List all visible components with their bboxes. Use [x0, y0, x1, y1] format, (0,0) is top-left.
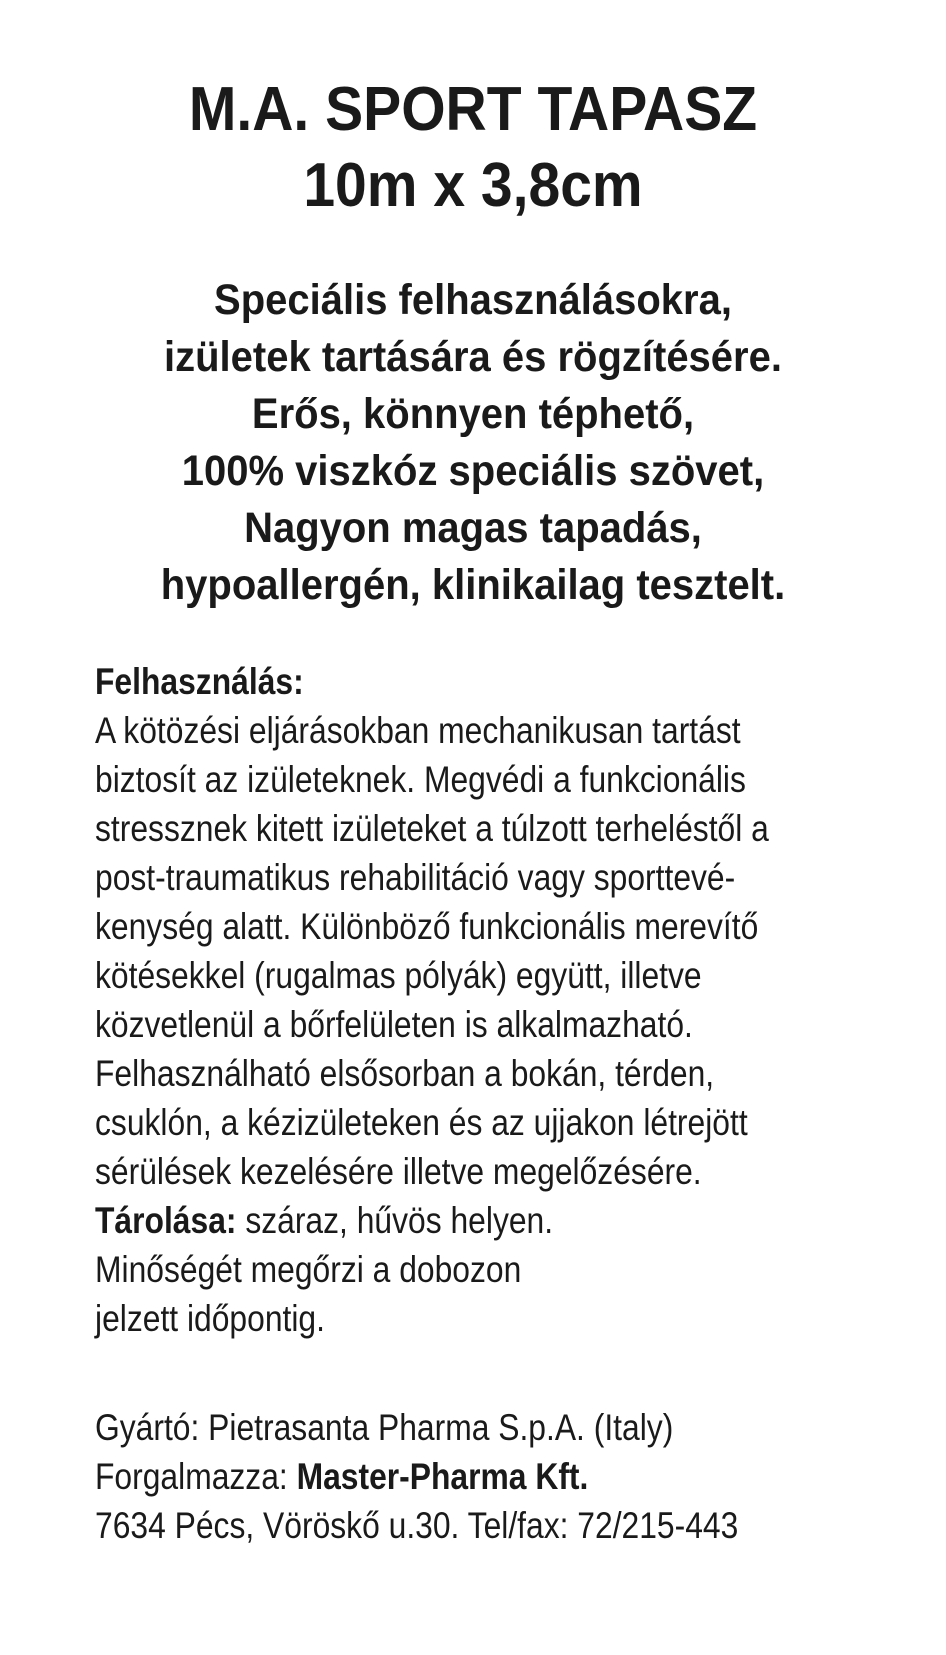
usage-line: sérülések kezelésére illetve megelőzésére.: [95, 1151, 702, 1192]
feature-line: Erős, könnyen téphető,: [251, 390, 695, 438]
address-line: 7634 Pécs, Vöröskő u.30. Tel/fax: 72/215-443: [95, 1505, 739, 1546]
usage-line: csuklón, a kézizületeken és az ujjakon létrejött: [95, 1102, 748, 1143]
feature-line: 100% viszkóz speciális szövet,: [181, 447, 765, 495]
usage-heading: Felhasználás:: [95, 661, 304, 702]
shelf-life-line: jelzett időpontig.: [95, 1298, 325, 1339]
usage-line: biztosít az izületeknek. Megvédi a funkcionális: [95, 759, 746, 800]
distributor-label: Forgalmazza:: [95, 1456, 297, 1497]
usage-section: [95, 657, 895, 1343]
usage-line: A kötözési eljárásokban mechanikusan tartást: [95, 710, 741, 751]
distributor-line: [95, 1452, 800, 1501]
feature-line: Speciális felhasználásokra,: [214, 276, 732, 324]
feature-line: hypoallergén, klinikailag tesztelt.: [160, 561, 786, 609]
product-size: 10m x 3,8cm: [303, 151, 643, 220]
storage-label: Tárolása:: [95, 1200, 237, 1241]
product-title: M.A. SPORT TAPASZ: [188, 75, 758, 144]
usage-line: Felhasználható elsősorban a bokán, térden,: [95, 1053, 715, 1094]
feature-line: izületek tartására és rögzítésére.: [164, 333, 782, 381]
shelf-life-line: Minőségét megőrzi a dobozon: [95, 1249, 522, 1290]
feature-list: [0, 272, 946, 614]
feature-line: Nagyon magas tapadás,: [244, 504, 702, 552]
usage-line: kenység alatt. Különböző funkcionális merevítő: [95, 906, 759, 947]
usage-line: stressznek kitett izületeket a túlzott terheléstől a: [95, 808, 769, 849]
manufacturer-line: Gyártó: Pietrasanta Pharma S.p.A. (Italy): [95, 1407, 674, 1448]
usage-line: közvetlenül a bőrfelületen is alkalmazható.: [95, 1004, 693, 1045]
storage-text: száraz, hűvös helyen.: [236, 1200, 554, 1241]
manufacturer-info: [95, 1403, 915, 1550]
storage-line: [95, 1196, 783, 1245]
usage-line: kötésekkel (rugalmas pólyák) együtt, illetve: [95, 955, 702, 996]
distributor-name: Master-Pharma Kft.: [296, 1456, 589, 1497]
usage-line: post-traumatikus rehabilitáció vagy sporttevé-: [95, 857, 736, 898]
